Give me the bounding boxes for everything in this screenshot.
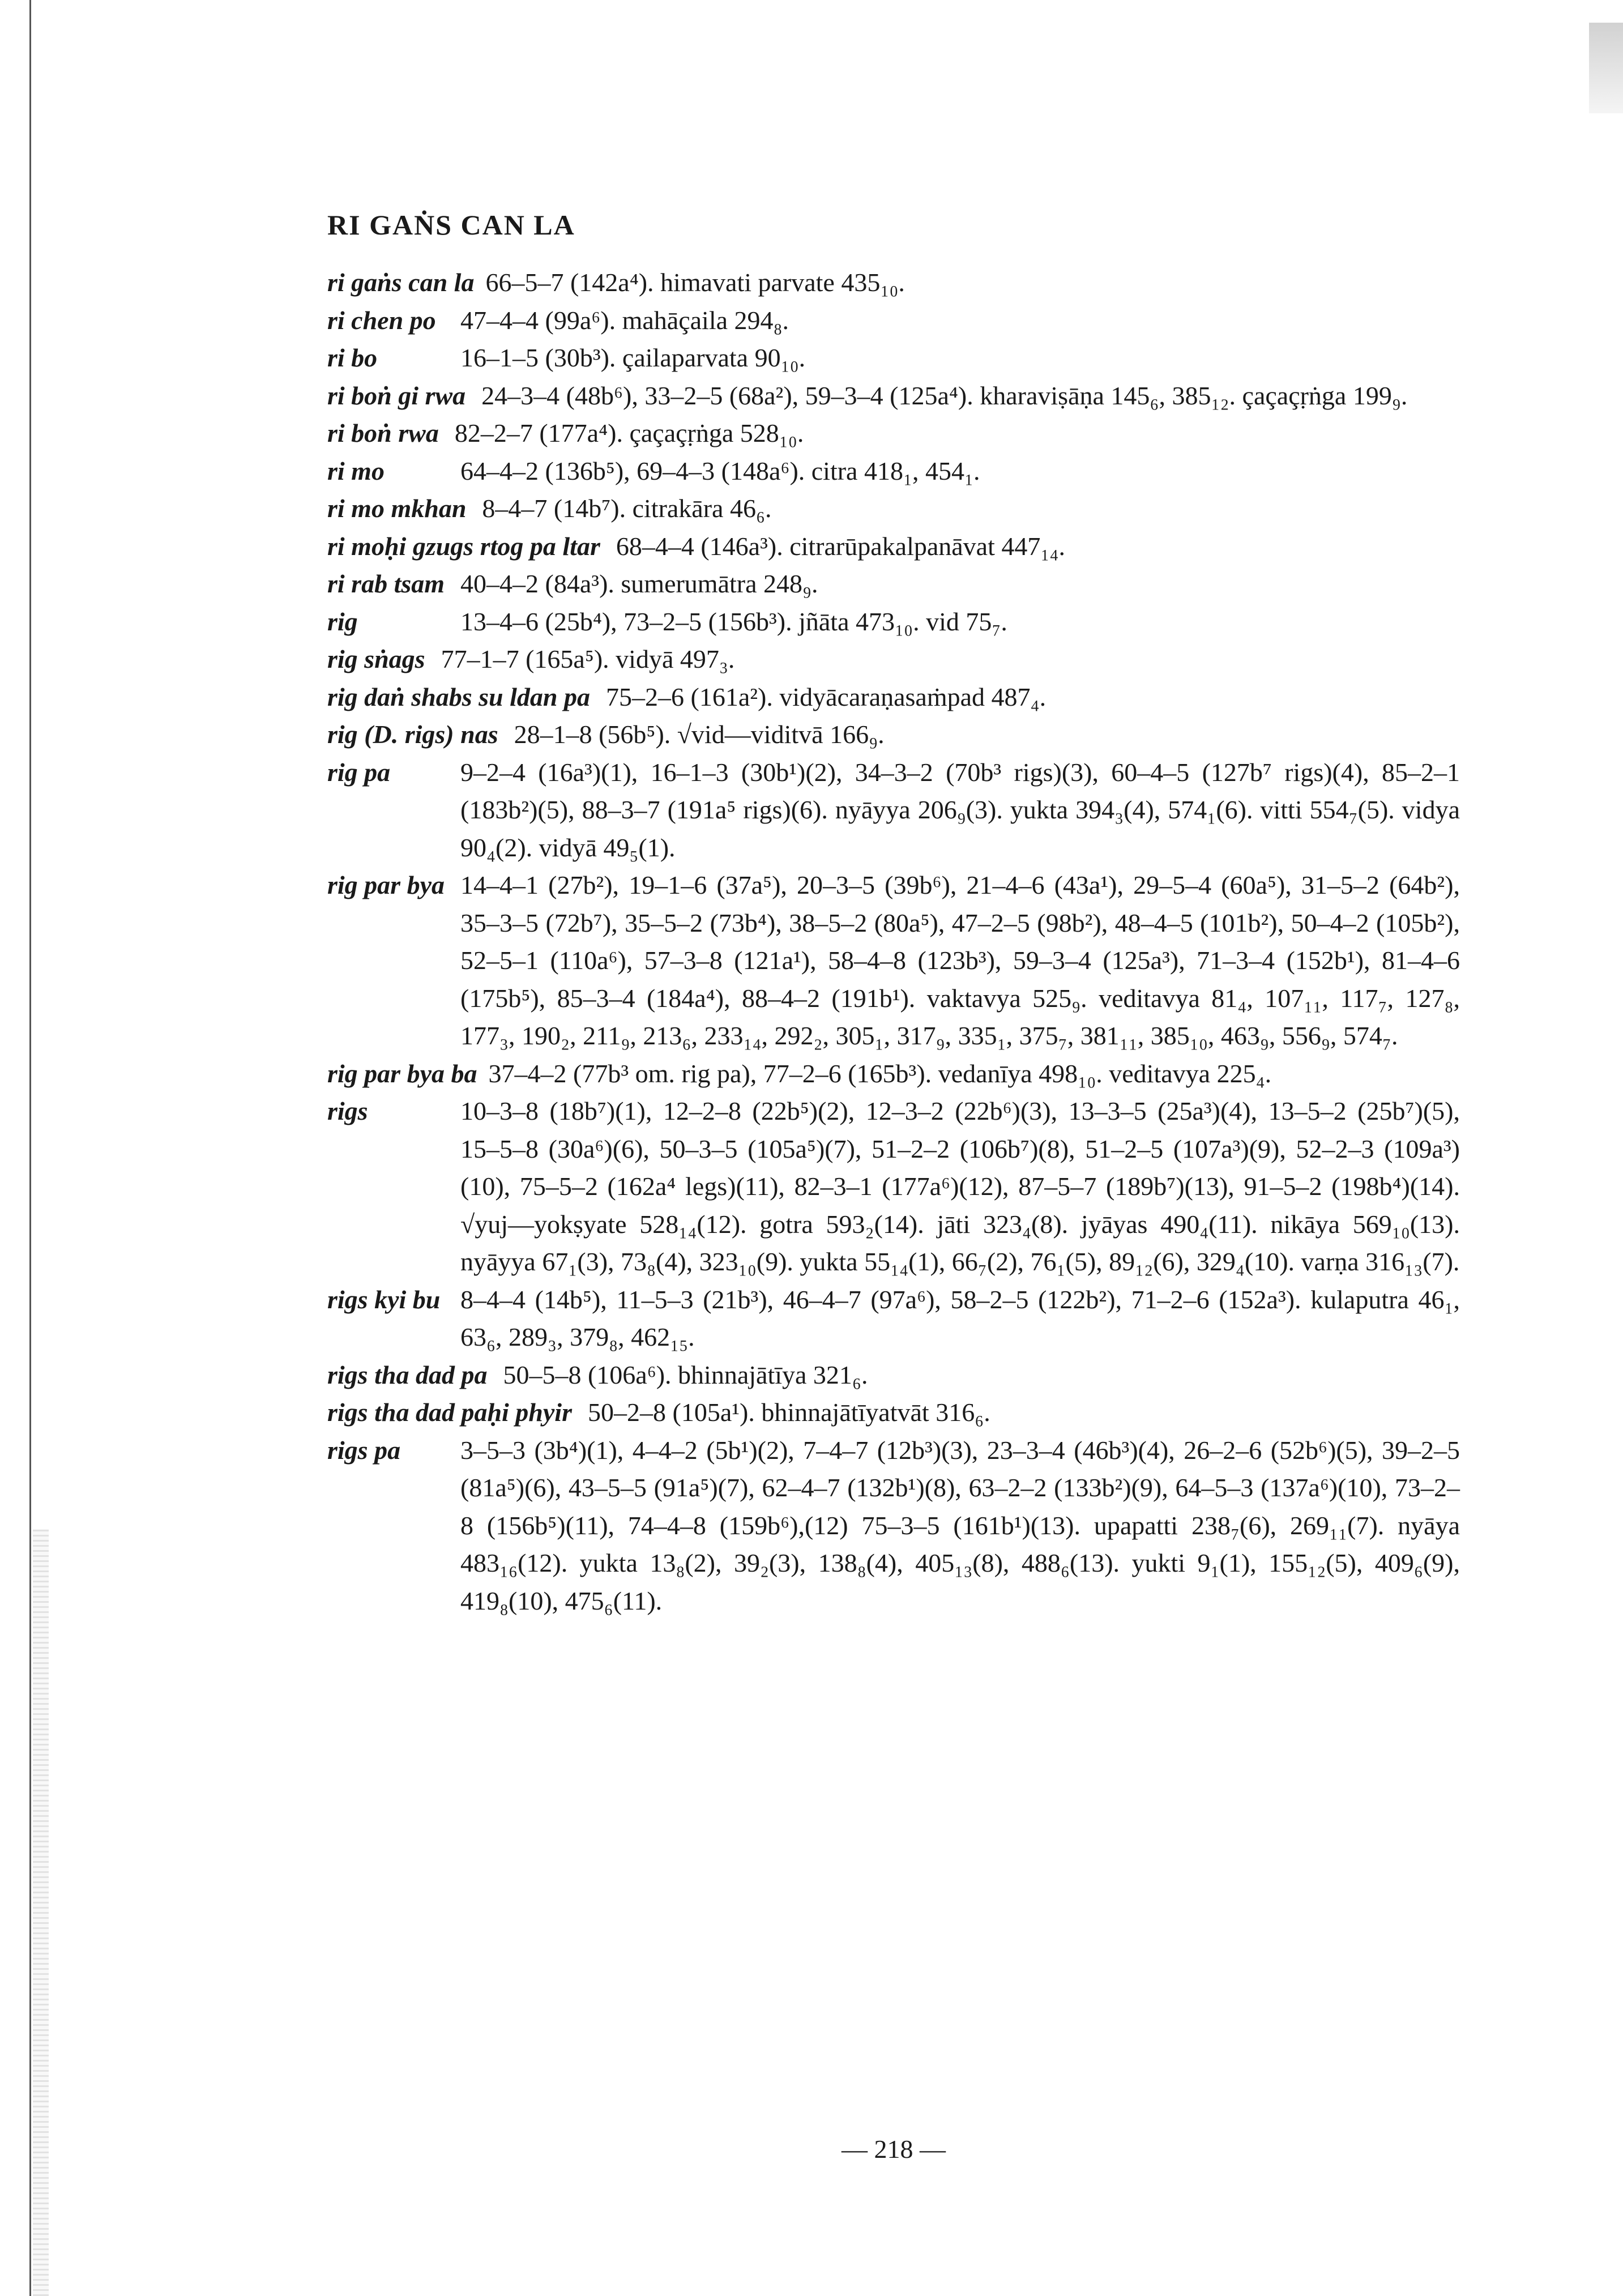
entry-headword: ri mo mkhan [327, 494, 467, 523]
entry-headword: rigs kyi bu [327, 1284, 441, 1314]
entry-text: 10–3–8 (18b⁷)(1), 12–2–8 (22b⁵)(2), 12–3–2 (22b⁶)(3), 13–3–5 (25a³)(4), 13–5–2 (25b⁷)(5), 15–5–8 (30a⁶)(6), 50–3–5 (105a⁵)(7), 51–2–2 (106b⁷)(8), 51–2–5 (107a³)(9), 52–2–3 (109a³)(10), 75–5–2 (162a⁴ legs)(11), 82–3–1 (177a⁶)(12), 87–5–7 (189b⁷)(13), 91–5–2 (198b⁴)(14). √yuj—yokṣyate 528₁₄(12). gotra 593₂(14). jāti 323₄(8). jyāyas 490₄(11). nikāya 569₁₀(13). nyāyya 67₁(3), 73₈(4), 323₁₀(9). yukta 55₁₄(1), 66₇(2), 76₁(5), 89₁₂(6), 329₄(10). varṇa 316₁₃(7). [460, 1096, 1460, 1276]
entry-headword: rig par bya ba [327, 1059, 477, 1088]
entry-headword: rig par bya [327, 870, 445, 899]
entry-text: 75–2–6 (161a²). vidyācaraṇasaṁpad 487₄. [606, 682, 1047, 711]
entry-headword: ri mo [327, 456, 385, 485]
entry-text: 8–4–7 (14b⁷). citrakāra 46₆. [482, 494, 772, 523]
page-edge-shadow [33, 1529, 49, 2296]
entry-headword: rig daṅ shabs su ldan pa [327, 682, 590, 711]
entry-headword: rigs tha dad paḥi phyir [327, 1398, 572, 1427]
entry-text: 77–1–7 (165a⁵). vidyā 497₃. [441, 645, 735, 673]
dictionary-entry [327, 528, 1460, 566]
entry-headword: ri chen po [327, 305, 436, 335]
entry-headword: rig (D. rigs) nas [327, 720, 498, 749]
entry-headword: ri boṅ gi rwa [327, 381, 466, 410]
entry-text: 64–4–2 (136b⁵), 69–4–3 (148a⁶). citra 418₁, 454₁. [460, 456, 980, 485]
entry-headword: rig sṅags [327, 645, 425, 673]
entry-text: 82–2–7 (177a⁴). çaçaçṛṅga 528₁₀. [454, 419, 804, 447]
dictionary-entry [327, 264, 1460, 302]
entry-text: 13–4–6 (25b⁴), 73–2–5 (156b³). jñāta 473₁₀. vid 75₇. [460, 607, 1007, 636]
dictionary-entry [327, 1394, 1460, 1432]
dictionary-page [327, 208, 1460, 2163]
entry-text: 28–1–8 (56b⁵). √vid—viditvā 166₉. [514, 720, 885, 749]
dictionary-entry [327, 339, 1460, 377]
entry-text: 8–4–4 (14b⁵), 11–5–3 (21b³), 46–4–7 (97a⁶), 58–2–5 (122b²), 71–2–6 (152a³). kulaputra 46₁, 63₆, 289₃, 379₈, 462₁₅. [460, 1284, 1460, 1351]
entry-headword: rigs tha dad pa [327, 1360, 488, 1389]
entry-headword: rigs [327, 1096, 368, 1125]
entry-text: 50–5–8 (106a⁶). bhinnajātīya 321₆. [503, 1360, 868, 1389]
dictionary-entry [327, 754, 1460, 867]
entry-text: 3–5–3 (3b⁴)(1), 4–4–2 (5b¹)(2), 7–4–7 (12b³)(3), 23–3–4 (46b³)(4), 26–2–6 (52b⁶)(5), 39–2–5 (81a⁵)(6), 43–5–5 (91a⁵)(7), 62–4–7 (132b¹)(8), 63–2–2 (133b²)(9), 64–5–3 (137a⁶)(10), 73–2–8 (156b⁵)(11), 74–4–8 (159b⁶),(12) 75–3–5 (161b¹)(13). upapatti 238₇(6), 269₁₁(7). nyāya 483₁₆(12). yukta 13₈(2), 39₂(3), 138₈(4), 405₁₃(8), 488₆(13). yukti 9₁(1), 155₁₂(5), 409₆(9), 419₈(10), 475₆(11). [460, 1435, 1460, 1615]
entry-headword: ri boṅ rwa [327, 419, 439, 447]
dictionary-entry [327, 302, 1460, 340]
entry-text: 40–4–2 (84a³). sumerumātra 248₉. [460, 569, 818, 598]
entry-text: 68–4–4 (146a³). citrarūpakalpanāvat 447₁₄. [616, 531, 1065, 561]
entry-text: 66–5–7 (142a⁴). himavati parvate 435₁₀. [485, 268, 905, 297]
dictionary-entry [327, 377, 1460, 415]
dictionary-entry [327, 603, 1460, 641]
entry-text: 47–4–4 (99a⁶). mahāçaila 294₈. [460, 305, 789, 335]
dictionary-entry [327, 1432, 1460, 1620]
dictionary-entry [327, 565, 1460, 603]
entry-text: 14–4–1 (27b²), 19–1–6 (37a⁵), 20–3–5 (39b⁶), 21–4–6 (43a¹), 29–5–4 (60a⁵), 31–5–2 (64b²), 35–3–5 (72b⁷), 35–5–2 (73b⁴), 38–5–2 (80a⁵), 47–2–5 (98b²), 48–4–5 (101b²), 50–4–2 (105b²), 52–5–1 (110a⁶), 57–3–8 (121a¹), 58–4–8 (123b³), 59–3–4 (125a³), 71–3–4 (152b¹), 81–4–6 (175b⁵), 85–3–4 (184a⁴), 88–4–2 (191b¹). vaktavya 525₉. veditavya 81₄, 107₁₁, 117₇, 127₈, 177₃, 190₂, 211₉, 213₆, 233₁₄, 292₂, 305₁, 317₉, 335₁, 375₇, 381₁₁, 385₁₀, 463₉, 556₉, 574₇. [460, 870, 1460, 1050]
dictionary-entry [327, 1092, 1460, 1281]
entry-list [327, 264, 1460, 1620]
dictionary-entry [327, 867, 1460, 1055]
entry-text: 9–2–4 (16a³)(1), 16–1–3 (30b¹)(2), 34–3–2 (70b³ rigs)(3), 60–4–5 (127b⁷ rigs)(4), 85–2–1 (183b²)(5), 88–3–7 (191a⁵ rigs)(6). nyāyya 206₉(3). yukta 394₃(4), 574₁(6). vitti 554₇(5). vidya 90₄(2). vidyā 49₅(1). [460, 757, 1460, 862]
entry-headword: ri moḥi gzugs rtog pa ltar [327, 531, 600, 561]
dictionary-entry [327, 1356, 1460, 1394]
dictionary-entry [327, 678, 1460, 716]
dictionary-entry [327, 1055, 1460, 1093]
dictionary-entry [327, 453, 1460, 490]
entry-headword: ri gaṅs can la [327, 268, 475, 297]
dictionary-entry [327, 1281, 1460, 1356]
entry-text: 24–3–4 (48b⁶), 33–2–5 (68a²), 59–3–4 (125a⁴). kharaviṣāṇa 145₆, 385₁₂. çaçaçṛṅga 199₉. [481, 381, 1408, 410]
dictionary-entry [327, 641, 1460, 678]
entry-text: 37–4–2 (77b³ om. rig pa), 77–2–6 (165b³). vedanīya 498₁₀. veditavya 225₄. [488, 1059, 1272, 1088]
dictionary-entry [327, 490, 1460, 528]
entry-headword: rig pa [327, 757, 391, 787]
running-head: RI GAṄS CAN LA [327, 209, 575, 241]
dictionary-entry [327, 415, 1460, 453]
scan-corner-artifact [1589, 23, 1623, 113]
entry-text: 50–2–8 (105a¹). bhinnajātīyatvāt 316₆. [588, 1398, 990, 1427]
entry-text: 16–1–5 (30b³). çailaparvata 90₁₀. [460, 343, 806, 372]
entry-headword: rigs pa [327, 1435, 401, 1465]
page-number: — 218 — [842, 2135, 946, 2163]
dictionary-entry [327, 716, 1460, 754]
entry-headword: ri bo [327, 343, 378, 372]
entry-headword: rig [327, 607, 358, 636]
entry-headword: ri rab tsam [327, 569, 445, 598]
page-edge-line [29, 0, 31, 2296]
